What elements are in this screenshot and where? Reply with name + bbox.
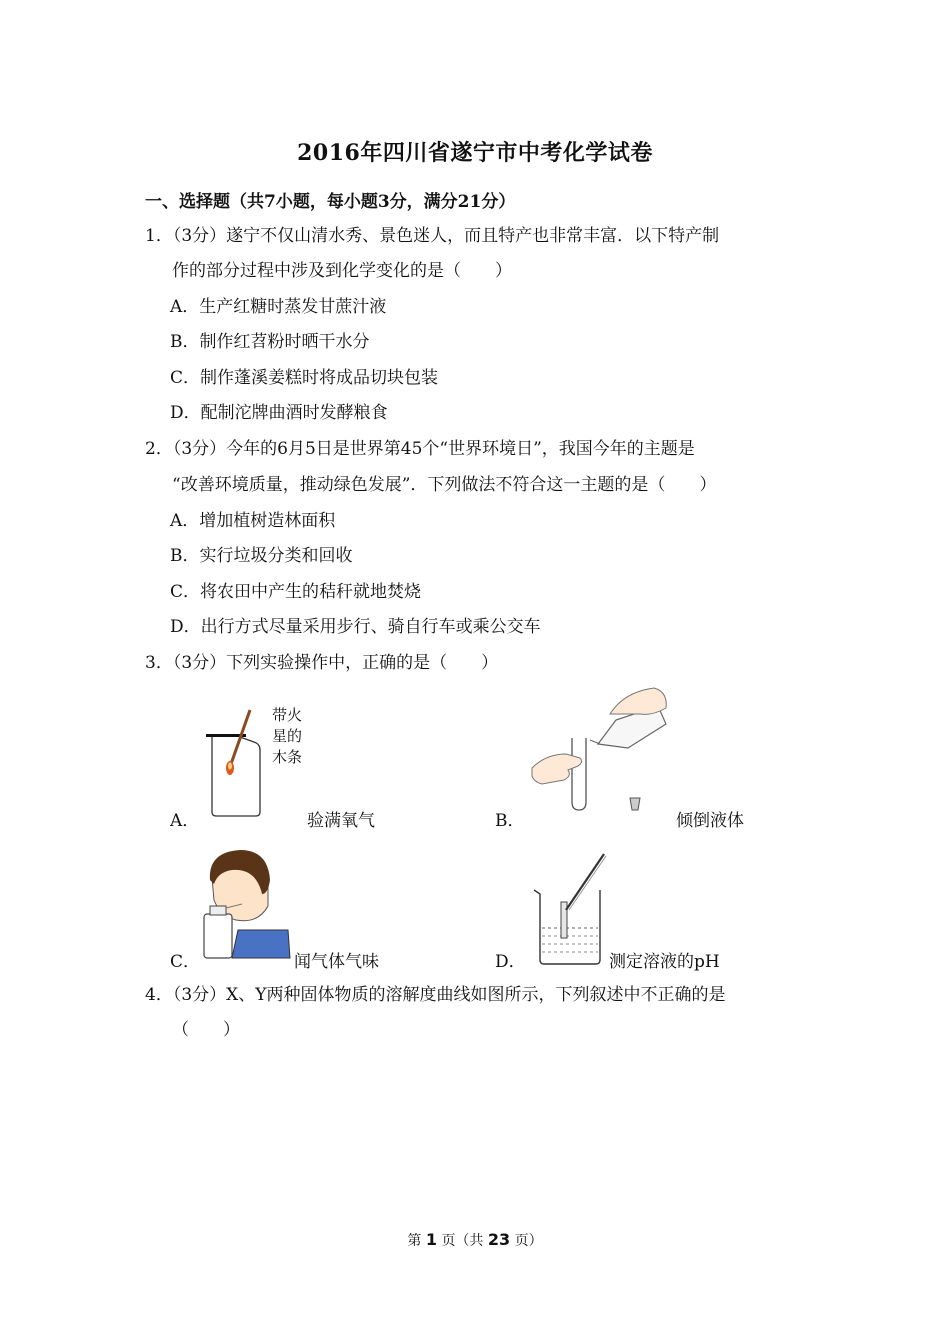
annotation-line-3: 木条 <box>272 748 303 766</box>
q2-option-a: A．增加植树造林面积 <box>170 511 336 531</box>
beaker-illustration <box>526 852 611 967</box>
q2-stem-line1: 2．（3分）今年的6月5日是世界第45个“世界环境日”，我国今年的主题是 <box>145 439 695 459</box>
q3-option-c-letter: C． <box>170 952 201 972</box>
annotation-line-1: 带火 <box>272 706 303 724</box>
q1-option-b: B．制作红苕粉时晒干水分 <box>170 332 370 352</box>
footer-total-pages: 23 <box>487 1230 511 1249</box>
annotation-line-2: 星的 <box>272 727 303 745</box>
q2-option-c: C．将农田中产生的秸秆就地焚烧 <box>170 582 422 602</box>
smell-gas-figure <box>198 850 293 962</box>
q3-option-b-caption: 倾倒液体 <box>676 811 744 831</box>
q2-option-d: D．出行方式尽量采用步行、骑自行车或乘公交车 <box>170 617 541 637</box>
q2-stem-line2: “改善环境质量，推动绿色发展”．下列做法不符合这一主题的是（ ） <box>172 475 717 495</box>
q1-option-a: A．生产红糖时蒸发甘蔗汁液 <box>170 297 387 317</box>
boy-smelling-illustration <box>198 850 293 962</box>
footer-middle: 页（共 <box>441 1233 484 1249</box>
pouring-illustration <box>528 684 673 814</box>
q1-option-c: C．制作蓬溪姜糕时将成品切块包装 <box>170 368 439 388</box>
page-title: 2016年四川省遂宁市中考化学试卷 <box>297 140 653 166</box>
q1-stem-line1: 1．（3分）遂宁不仅山清水秀、景色迷人，而且特产也非常丰富．以下特产制 <box>145 226 720 246</box>
q1-option-d: D．配制沱牌曲酒时发酵粮食 <box>170 403 388 423</box>
footer-prefix: 第 <box>407 1233 422 1249</box>
q4-stem-line1: 4．（3分）X、Y两种固体物质的溶解度曲线如图所示，下列叙述中不正确的是 <box>145 985 726 1005</box>
q3-stem: 3．（3分）下列实验操作中，正确的是（ ） <box>145 653 499 673</box>
q2-option-b: B．实行垃圾分类和回收 <box>170 546 353 566</box>
footer-suffix: 页） <box>514 1233 543 1249</box>
ph-test-figure <box>526 852 611 967</box>
q3-option-a-letter: A． <box>170 811 200 831</box>
q4-stem-line2: （ ） <box>172 1020 240 1040</box>
q3-option-d-letter: D． <box>495 952 526 972</box>
q1-stem-line2: 作的部分过程中涉及到化学变化的是（ ） <box>172 261 512 281</box>
q3-option-c-caption: 闻气体气味 <box>294 952 379 972</box>
pour-liquid-figure <box>528 684 673 814</box>
q3-option-a-caption: 验满氧气 <box>307 811 375 831</box>
footer-page-number: 1 <box>425 1230 437 1249</box>
q3-option-b-letter: B． <box>495 811 525 831</box>
page-footer <box>0 1230 950 1250</box>
q3-option-d-caption: 测定溶液的pH <box>609 952 720 972</box>
section-heading: 一、选择题（共7小题，每小题3分，满分21分） <box>145 192 516 212</box>
